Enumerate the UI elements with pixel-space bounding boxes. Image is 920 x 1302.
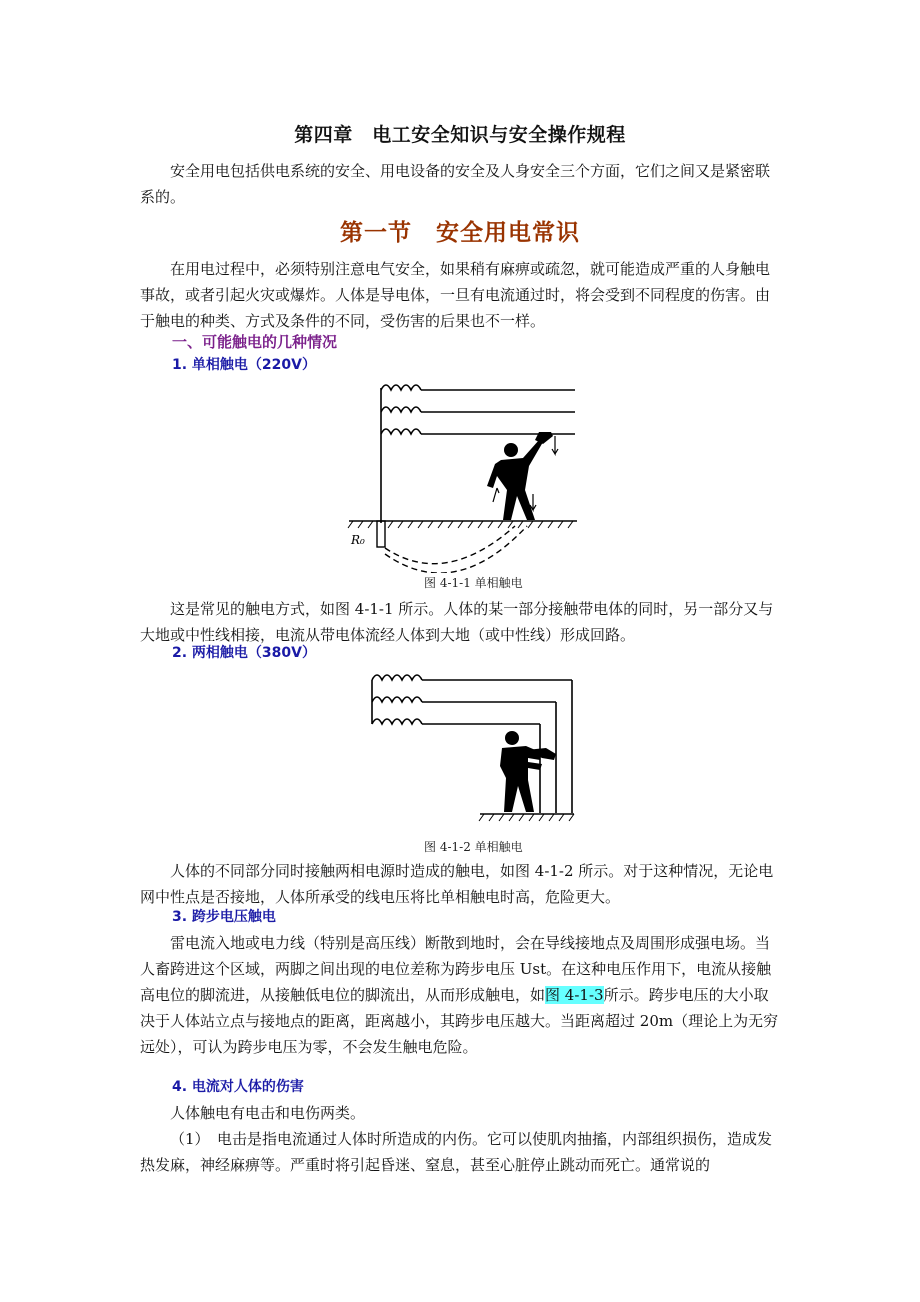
item3-paragraph: 雷电流入地或电力线（特别是高压线）断散到地时，会在导线接地点及周围形成强电场。当人畜跨进这个区域，两脚之间出现的电位差称为跨步电压 Ust。在这种电压作用下，电流从接触高电位的脚流进，从接触低电位的脚流出，从而形成触电，如图 4-1-3所示。跨步电压的大小取决于人体站立点与接地点的距离，距离越小，其跨步电压越大。当距离超过 20m（理论上为无穷远处），可认为跨步电压为零，不会发生触电危险。 <box>140 934 779 1056</box>
item4-paragraph-1: 人体触电有电击和电伤两类。 <box>170 1104 366 1122</box>
item3-heading: 3. 跨步电压触电 <box>172 909 276 925</box>
two-phase-shock-figure <box>360 668 580 833</box>
intro-paragraph: 安全用电包括供电系统的安全、用电设备的安全及人身安全三个方面，它们之间又是紧密联系的。 <box>140 162 771 206</box>
item4-heading: 4. 电流对人体的伤害 <box>172 1079 304 1095</box>
single-phase-shock-figure <box>345 378 585 573</box>
item4-paragraph-2: （1） 电击是指电流通过人体时所造成的内伤。它可以使肌肉抽搐，内部组织损伤，造成发热发麻，神经麻痹等。严重时将引起昏迷、窒息，甚至心脏停止跳动而死亡。通常说的 <box>140 1130 773 1174</box>
item2-paragraph: 人体的不同部分同时接触两相电源时造成的触电，如图 4-1-2 所示。对于这种情况，无论电网中性点是否接地，人体所承受的线电压将比单相触电时高，危险更大。 <box>140 862 774 906</box>
figure1-caption: 图 4-1-1 单相触电 <box>424 576 523 590</box>
figure2-caption: 图 4-1-2 单相触电 <box>424 840 523 854</box>
item1-heading: 1. 单相触电（220V） <box>172 357 316 373</box>
subsection-heading: 一、可能触电的几种情况 <box>172 333 338 351</box>
item2-heading: 2. 两相触电（380V） <box>172 645 316 661</box>
item1-paragraph: 这是常见的触电方式，如图 4-1-1 所示。人体的某一部分接触带电体的同时，另一部分又与大地或中性线相接，电流从带电体流经人体到大地（或中性线）形成回路。 <box>140 600 774 644</box>
figure3-link[interactable]: 图 4-1-3 <box>545 986 604 1004</box>
chapter-title: 第四章 电工安全知识与安全操作规程 <box>294 124 626 146</box>
section-intro-paragraph: 在用电过程中，必须特别注意电气安全，如果稍有麻痹或疏忽，就可能造成严重的人身触电事故，或者引起火灾或爆炸。人体是导电体，一旦有电流通过时，将会受到不同程度的伤害。由于触电的种类、方式及条件的不同，受伤害的后果也不一样。 <box>140 260 771 330</box>
section-title: 第一节 安全用电常识 <box>340 219 580 246</box>
ground-resistance-label: R₀ <box>351 533 365 547</box>
